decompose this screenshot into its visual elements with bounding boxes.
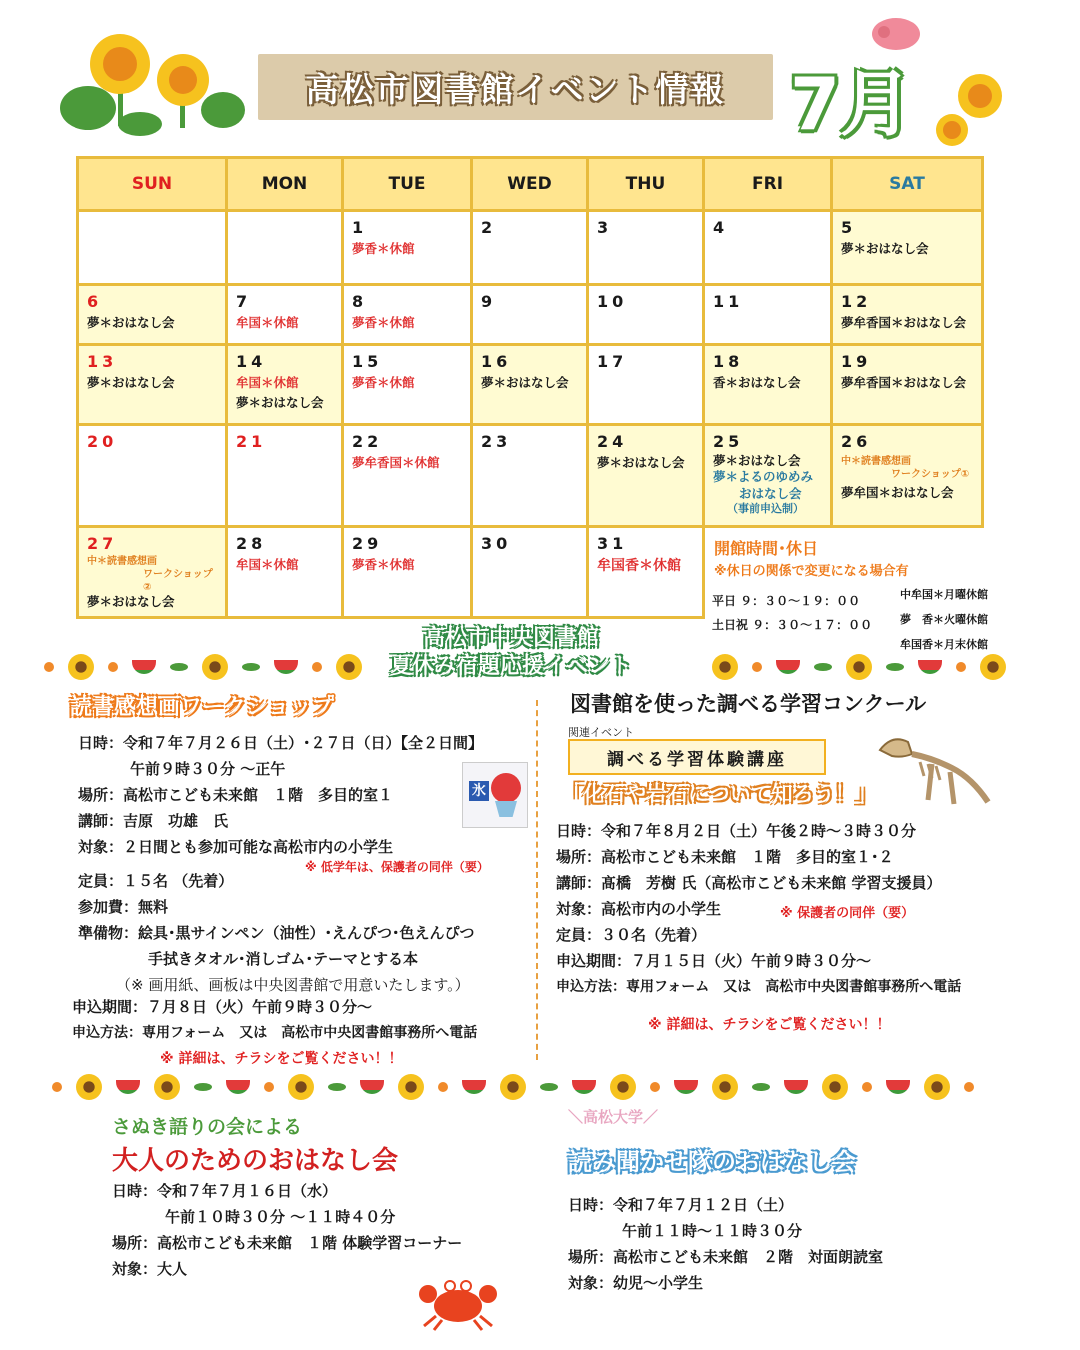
univ-date-2: 午前１１時～１１時３０分 <box>622 1222 803 1240</box>
calendar-cell <box>588 345 704 425</box>
sunflower-icon <box>398 1074 424 1100</box>
date-number: 11 <box>713 292 744 311</box>
sunflower-icon <box>980 654 1006 680</box>
calendar-cell <box>78 527 227 618</box>
date-number: 6 <box>87 292 103 311</box>
date-number: 25 <box>713 432 744 451</box>
event-text: 牟国＊休館 <box>236 315 299 330</box>
adult-title: 大人のためのおはなし会 <box>112 1146 399 1176</box>
watermelon-icon <box>886 1080 910 1094</box>
date-number: 1 <box>352 218 368 237</box>
date-number: 28 <box>236 534 267 553</box>
event-text: 夢牟香国＊休館 <box>352 455 440 470</box>
shaved-ice-cup <box>495 801 517 817</box>
related-event-label: 関連イベント <box>568 726 634 739</box>
calendar-cell <box>472 211 588 285</box>
sunflower-icon <box>610 1074 636 1100</box>
watermelon-icon <box>116 1080 140 1094</box>
calendar-cell <box>78 425 227 527</box>
workshop-detail: ※ 詳細は、チラシをご覧ください！！ <box>160 1051 403 1067</box>
leaf-icon <box>194 1083 212 1091</box>
sparkle-icon <box>862 1082 872 1092</box>
workshop-target: 対象：２日間とも参加可能な高松市内の小学生 <box>78 838 394 856</box>
date-number: 8 <box>352 292 368 311</box>
calendar-cell <box>78 211 227 285</box>
adult-sub: さぬき語りの会による <box>112 1116 303 1138</box>
course-title-box: 調べる学習体験講座 <box>568 739 826 775</box>
deco-row-right <box>712 654 1006 680</box>
calendar-cell <box>227 285 343 345</box>
hours-title: 開館時間･休日 <box>714 539 819 558</box>
banner-line-1: 高松市中央図書館 <box>423 626 600 651</box>
ice-flag: 氷 <box>469 781 489 801</box>
contest-period: 申込期間：７月１５日（火）午前９時３０分～ <box>556 952 872 970</box>
workshop-period: 申込期間：７月８日（火）午前９時３０分～ <box>72 998 373 1016</box>
sparkle-icon <box>312 662 322 672</box>
date-number: 4 <box>713 218 729 237</box>
day-header-wed: WED <box>472 158 588 211</box>
contest-date: 日時：令和７年８月２日（土）午後２時～３時３０分 <box>556 822 917 840</box>
date-number: 9 <box>481 292 497 311</box>
event-text: 牟国＊休館 <box>236 557 299 572</box>
workshop-method: 申込方法：専用フォーム 又は 高松市中央図書館事務所へ電話 <box>72 1025 478 1041</box>
calendar-table <box>76 156 984 619</box>
calendar-cell <box>704 345 832 425</box>
event-text: 夢＊おはなし会 <box>841 241 929 256</box>
pig-icon <box>866 10 936 52</box>
sunflower-icon <box>712 654 738 680</box>
date-number: 21 <box>236 432 267 451</box>
sunflower-icon <box>846 654 872 680</box>
leaf-icon <box>242 663 260 671</box>
watermelon-icon <box>462 1080 486 1094</box>
date-number: 13 <box>87 352 118 371</box>
sunflower-icon <box>154 1074 180 1100</box>
event-text: 夢香＊休館 <box>352 315 415 330</box>
sunflower-decoration-icon <box>58 28 248 138</box>
day-header-fri: FRI <box>704 158 832 211</box>
sparkle-icon <box>964 1082 974 1092</box>
day-header-thu: THU <box>588 158 704 211</box>
sparkle-icon <box>52 1082 62 1092</box>
day-header-mon: MON <box>227 158 343 211</box>
date-number: 16 <box>481 352 512 371</box>
shaved-ice-top <box>491 773 521 803</box>
section-divider <box>536 700 538 1060</box>
calendar-cell <box>78 345 227 425</box>
event-text: 夢＊よるのゆめみ <box>713 469 814 485</box>
sunflower-icon <box>924 1074 950 1100</box>
calendar-cell <box>227 527 343 618</box>
date-number: 29 <box>352 534 383 553</box>
date-number: 20 <box>87 432 118 451</box>
contest-capacity: 定員：３０名（先着） <box>556 926 707 944</box>
watermelon-icon <box>572 1080 596 1094</box>
leaf-icon <box>814 663 832 671</box>
sparkle-icon <box>650 1082 660 1092</box>
calendar-week <box>78 345 983 425</box>
workshop-date-2: 午前９時３０分 ～正午 <box>130 760 286 778</box>
calendar-cell <box>832 345 983 425</box>
closed-note-3: 牟国香＊月末休館 <box>900 638 988 651</box>
event-text: 中＊読書感想画 <box>87 556 157 567</box>
event-text: 夢＊おはなし会 <box>87 594 175 609</box>
sparkle-icon <box>438 1082 448 1092</box>
workshop-items-note: （※ 画用紙、画板は中央図書館で用意いたします。） <box>116 976 470 994</box>
leaf-icon <box>170 663 188 671</box>
event-text: おはなし会 <box>739 485 802 501</box>
event-text: （事前申込制） <box>727 501 804 515</box>
calendar-cell <box>343 425 472 527</box>
workshop-place: 場所：高松市こども未来館 １階 多目的室１ <box>78 786 394 804</box>
hours-weekday: 平日 ９：３０～１９：００ <box>712 594 861 608</box>
sparkle-icon <box>44 662 54 672</box>
calendar-cell <box>472 527 588 618</box>
sunflower-icon <box>76 1074 102 1100</box>
date-number: 12 <box>841 292 872 311</box>
sunflower-icon <box>500 1074 526 1100</box>
date-number: 19 <box>841 352 872 371</box>
calendar-cell <box>832 211 983 285</box>
calendar-cell <box>588 425 704 527</box>
contest-target: 対象：高松市内の小学生 <box>556 900 722 918</box>
watermelon-icon <box>776 660 800 674</box>
watermelon-icon <box>274 660 298 674</box>
univ-title: 読み聞かせ隊のおはなし会 <box>568 1148 856 1176</box>
date-number: 3 <box>597 218 613 237</box>
event-text: 夢＊おはなし会 <box>87 315 175 330</box>
calendar-cell <box>704 211 832 285</box>
watermelon-icon <box>226 1080 250 1094</box>
leaf-icon <box>886 663 904 671</box>
day-header-tue: TUE <box>343 158 472 211</box>
adult-date-2: 午前１０時３０分 ～１１時４０分 <box>165 1208 396 1226</box>
date-number: 22 <box>352 432 383 451</box>
sunflower-icon <box>68 654 94 680</box>
contest-detail: ※ 詳細は、チラシをご覧ください！！ <box>648 1017 891 1033</box>
workshop-date-1: 日時：令和７年７月２６日（土）･２７日（日）【全２日間】 <box>78 734 484 752</box>
event-text: 夢＊おはなし会 <box>87 375 175 390</box>
deco-row-left <box>44 654 362 680</box>
date-number: 17 <box>597 352 628 371</box>
univ-sub: ＼高松大学／ <box>568 1108 659 1126</box>
calendar-cell <box>227 345 343 425</box>
hours-note: ※休日の関係で変更になる場合有 <box>714 564 909 579</box>
date-number: 30 <box>481 534 512 553</box>
event-text: 夢＊おはなし会 <box>236 395 324 411</box>
leaf-icon <box>328 1083 346 1091</box>
event-text: ワークショップ① <box>891 469 970 480</box>
contest-subtitle: 「化石や岩石について知ろう！」 <box>562 782 877 806</box>
calendar-cell <box>343 285 472 345</box>
event-text: 夢香＊休館 <box>352 241 415 256</box>
date-number: 5 <box>841 218 857 237</box>
workshop-items-1: 準備物：絵具･黒サインペン（油性）･えんぴつ･色えんぴつ <box>78 924 475 942</box>
watermelon-icon <box>784 1080 808 1094</box>
date-number: 10 <box>597 292 628 311</box>
workshop-fee: 参加費：無料 <box>78 898 169 916</box>
event-text: 夢香＊休館 <box>352 375 415 390</box>
adult-place: 場所：高松市こども未来館 １階 体験学習コーナー <box>112 1234 463 1252</box>
contest-title: 図書館を使った調べる学習コンクール <box>570 692 927 716</box>
calendar-cell <box>227 425 343 527</box>
event-text: 香＊おはなし会 <box>713 375 801 390</box>
calendar-cell <box>588 285 704 345</box>
sunflower-icon <box>288 1074 314 1100</box>
event-text: 夢牟香国＊おはなし会 <box>841 315 967 330</box>
univ-target: 対象：幼児～小学生 <box>568 1274 704 1292</box>
day-header-sun: SUN <box>78 158 227 211</box>
sunflower-icon <box>202 654 228 680</box>
crab-icon <box>416 1268 500 1332</box>
contest-place: 場所：高松市こども未来館 １階 多目的室１･２ <box>556 848 894 866</box>
calendar-week <box>78 425 983 527</box>
page-title-box <box>258 54 773 120</box>
calendar-cell <box>588 527 704 618</box>
univ-date-1: 日時：令和７年７月１２日（土） <box>568 1196 794 1214</box>
calendar-cell <box>704 285 832 345</box>
date-number: 14 <box>236 352 267 371</box>
calendar-header-row <box>78 158 983 211</box>
sunflower-small-icon <box>930 70 1010 150</box>
closed-note-1: 中牟国＊月曜休館 <box>900 588 988 601</box>
date-number: 24 <box>597 432 628 451</box>
summer-banner <box>390 625 632 680</box>
event-text: 夢＊おはなし会 <box>713 453 801 468</box>
calendar-cell <box>704 425 832 527</box>
month-label: 7月 <box>790 62 913 146</box>
calendar-cell <box>472 425 588 527</box>
leaf-icon <box>540 1083 558 1091</box>
sparkle-icon <box>108 662 118 672</box>
contest-target-note: ※ 保護者の同伴（要） <box>780 906 915 921</box>
date-number: 23 <box>481 432 512 451</box>
deco-row-bottom <box>52 1074 974 1100</box>
date-number: 18 <box>713 352 744 371</box>
watermelon-icon <box>674 1080 698 1094</box>
hours-holiday: 土日祝 ９：３０～１７：００ <box>712 618 873 632</box>
workshop-capacity: 定員：１５名 （先着） <box>78 872 234 890</box>
event-text: 牟国＊休館 <box>236 375 299 390</box>
workshop-title: 読書感想画ワークショップ <box>70 695 334 720</box>
calendar-cell <box>343 211 472 285</box>
sunflower-icon <box>336 654 362 680</box>
watermelon-icon <box>132 660 156 674</box>
contest-method: 申込方法：専用フォーム 又は 高松市中央図書館事務所へ電話 <box>556 979 962 995</box>
calendar-cell <box>832 425 983 527</box>
sparkle-icon <box>264 1082 274 1092</box>
day-header-sat: SAT <box>832 158 983 211</box>
event-text: ワークショップ② <box>143 569 213 593</box>
date-number: 7 <box>236 292 252 311</box>
date-number: 2 <box>481 218 497 237</box>
event-text: 夢＊おはなし会 <box>481 375 569 390</box>
calendar-cell <box>472 345 588 425</box>
sparkle-icon <box>752 662 762 672</box>
event-text: 夢牟香国＊おはなし会 <box>841 375 967 390</box>
calendar-cell <box>343 527 472 618</box>
workshop-items-2: 手拭きタオル･消しゴム･テーマとする本 <box>148 950 419 968</box>
workshop-lecturer: 講師：吉原 功雄 氏 <box>78 812 229 830</box>
page-title: 高松市図書館イベント情報 <box>305 69 726 109</box>
event-text: 夢＊おはなし会 <box>597 455 685 470</box>
event-text: 夢牟国＊おはなし会 <box>841 485 954 500</box>
calendar-week <box>78 211 983 285</box>
leaf-icon <box>752 1083 770 1091</box>
adult-date-1: 日時：令和７年７月１６日（水） <box>112 1182 338 1200</box>
date-number: 27 <box>87 534 118 553</box>
event-text: 牟国香＊休館 <box>597 558 681 574</box>
event-text: 中＊読書感想画 <box>841 456 911 467</box>
date-number: 15 <box>352 352 383 371</box>
watermelon-icon <box>918 660 942 674</box>
calendar-cell <box>78 285 227 345</box>
calendar-cell <box>472 285 588 345</box>
calendar-week <box>78 285 983 345</box>
closed-note-2: 夢 香＊火曜休館 <box>900 613 988 626</box>
event-text: 夢香＊休館 <box>352 557 415 572</box>
sunflower-icon <box>712 1074 738 1100</box>
calendar-cell <box>588 211 704 285</box>
sunflower-icon <box>822 1074 848 1100</box>
calendar-cell <box>832 285 983 345</box>
date-number: 26 <box>841 432 872 451</box>
sparkle-icon <box>956 662 966 672</box>
univ-place: 場所：高松市こども未来館 ２階 対面朗読室 <box>568 1248 884 1266</box>
calendar-cell <box>343 345 472 425</box>
workshop-target-note: ※ 低学年は、保護者の同伴（要） <box>305 860 489 874</box>
watermelon-icon <box>360 1080 384 1094</box>
shaved-ice-icon <box>462 762 528 828</box>
calendar-cell <box>227 211 343 285</box>
contest-lecturer: 講師：髙橋 芳樹 氏（高松市こども未来館 学習支援員） <box>556 874 942 892</box>
banner-line-2: 夏休み宿題応援イベント <box>390 653 633 679</box>
dinosaur-fossil-icon <box>872 728 992 810</box>
adult-target: 対象：大人 <box>112 1260 188 1278</box>
date-number: 31 <box>597 534 628 553</box>
